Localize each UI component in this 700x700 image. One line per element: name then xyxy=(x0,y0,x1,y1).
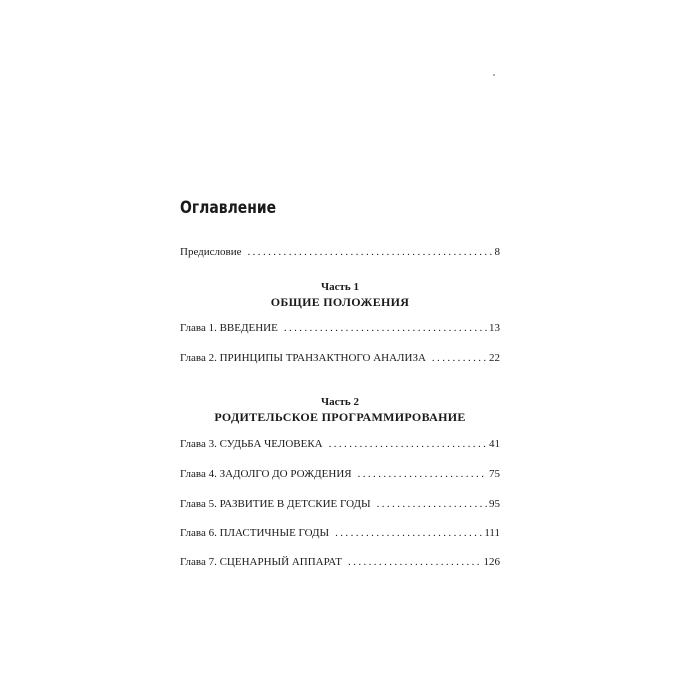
toc-entry-chapter-6 xyxy=(180,525,500,541)
toc-heading: Оглавление xyxy=(180,198,277,218)
entry-title: Глава 2. ПРИНЦИПЫ ТРАНЗАКТНОГО АНАЛИЗА xyxy=(180,352,426,364)
entry-page-number: 111 xyxy=(484,527,500,539)
toc-entry-chapter-7 xyxy=(180,554,500,570)
entry-title: Глава 1. ВВЕДЕНИЕ xyxy=(180,322,278,334)
entry-page-number: 126 xyxy=(483,556,500,568)
entry-page-number: 41 xyxy=(489,438,500,450)
dot-leader xyxy=(432,350,487,366)
entry-page-number: 8 xyxy=(494,246,500,258)
entry-title: Глава 4. ЗАДОЛГО ДО РОЖДЕНИЯ xyxy=(180,468,352,480)
part-1-title: ОБЩИЕ ПОЛОЖЕНИЯ xyxy=(270,295,410,309)
dot-leader xyxy=(248,244,493,260)
entry-page-number: 95 xyxy=(489,498,500,510)
entry-page-number: 13 xyxy=(489,322,500,334)
entry-title: Глава 7. СЦЕНАРНЫЙ АППАРАТ xyxy=(180,556,343,568)
dot-leader xyxy=(329,436,487,452)
dot-leader xyxy=(335,525,482,541)
toc-entry-chapter-4 xyxy=(180,466,500,482)
toc-entry-preface xyxy=(180,244,500,260)
part-2-title: РОДИТЕЛЬСКОЕ ПРОГРАММИРОВАНИЕ xyxy=(214,410,466,424)
entry-title: Глава 6. ПЛАСТИЧНЫЕ ГОДЫ xyxy=(180,527,330,539)
entry-title: Предисловие xyxy=(180,246,242,258)
dot-leader xyxy=(348,554,481,570)
entry-title: Глава 3. СУДЬБА ЧЕЛОВЕКА xyxy=(180,438,323,450)
toc-entry-chapter-3 xyxy=(180,436,500,452)
part-2-label: Часть 2 xyxy=(321,396,359,408)
entry-page-number: 22 xyxy=(489,352,500,364)
toc-entry-chapter-1 xyxy=(180,320,500,336)
entry-title: Глава 5. РАЗВИТИЕ В ДЕТСКИЕ ГОДЫ xyxy=(180,498,371,510)
toc-entry-chapter-5 xyxy=(180,496,500,512)
part-1-label: Часть 1 xyxy=(321,281,359,293)
dot-leader xyxy=(377,496,487,512)
toc-entry-chapter-2 xyxy=(180,350,500,366)
dot-leader xyxy=(284,320,487,336)
print-speck xyxy=(493,74,495,76)
entry-page-number: 75 xyxy=(489,468,500,480)
dot-leader xyxy=(358,466,487,482)
